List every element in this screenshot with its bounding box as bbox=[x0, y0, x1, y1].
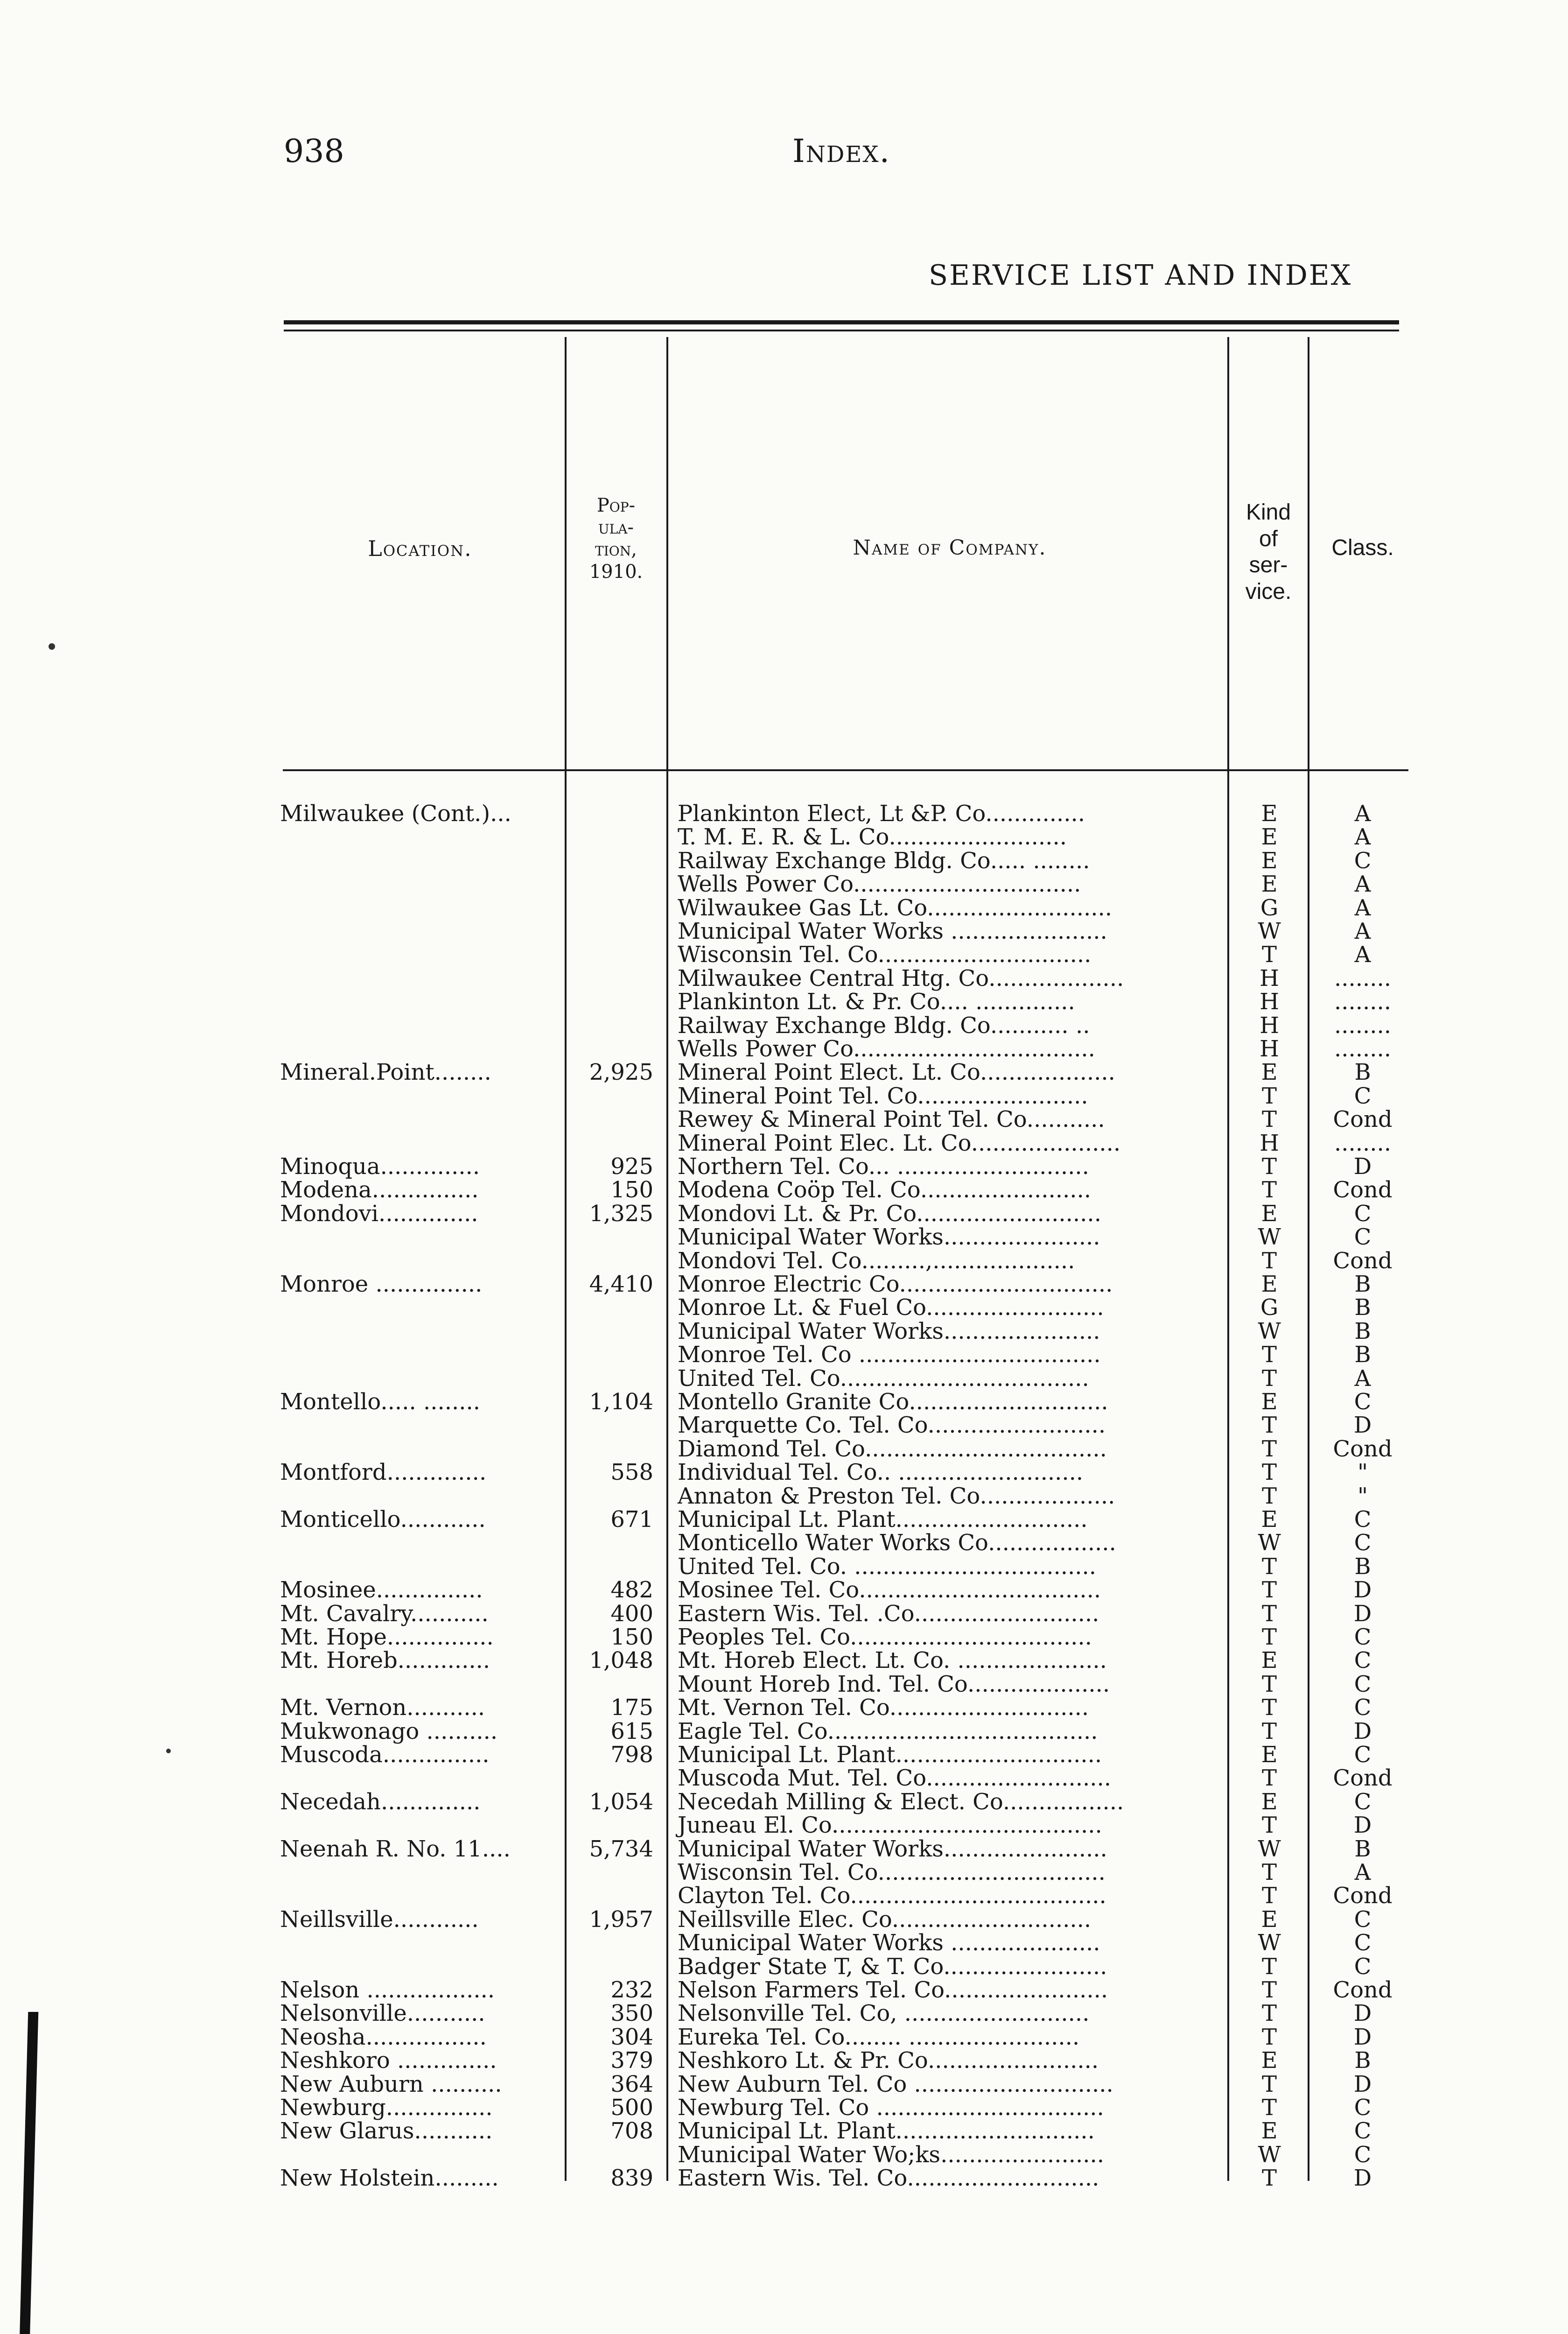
company-cell: Monroe Lt. & Fuel Co......................... bbox=[678, 1294, 1104, 1321]
company-cell: Plankinton Elect, Lt &P. Co.............. bbox=[678, 801, 1085, 827]
class-cell: D bbox=[1353, 2000, 1372, 2026]
class-cell: D bbox=[1353, 2071, 1372, 2097]
kind-cell: E bbox=[1261, 2118, 1278, 2144]
location-cell: Nelson .................. bbox=[280, 1977, 495, 2003]
class-cell: B bbox=[1354, 1059, 1371, 1085]
location-cell: New Auburn .......... bbox=[280, 2071, 502, 2097]
kind-cell: T bbox=[1261, 1483, 1277, 1509]
kind-cell: T bbox=[1261, 1083, 1277, 1109]
company-cell: Neshkoro Lt. & Pr. Co........................ bbox=[678, 2047, 1099, 2074]
population-cell: 925 bbox=[610, 1153, 653, 1180]
class-cell: B bbox=[1354, 1271, 1371, 1297]
company-cell: Annaton & Preston Tel. Co................... bbox=[678, 1483, 1115, 1509]
kind-cell: T bbox=[1261, 1671, 1277, 1697]
class-cell: C bbox=[1354, 1224, 1372, 1250]
location-cell: Newburg............... bbox=[280, 2095, 493, 2121]
company-cell: Eastern Wis. Tel. .Co.......................... bbox=[678, 1601, 1099, 1627]
section-title: SERVICE LIST AND INDEX bbox=[929, 259, 1352, 292]
header-class: Class. bbox=[1331, 535, 1394, 560]
population-cell: 615 bbox=[610, 1718, 653, 1744]
kind-cell: T bbox=[1261, 1883, 1277, 1909]
kind-cell: E bbox=[1261, 1906, 1278, 1933]
population-cell: 150 bbox=[610, 1177, 653, 1203]
company-cell: Mt. Horeb Elect. Lt. Co. ..................... bbox=[678, 1647, 1107, 1673]
kind-cell: G bbox=[1260, 1294, 1279, 1321]
population-cell: 350 bbox=[610, 2000, 653, 2026]
company-cell: Milwaukee Central Htg. Co................... bbox=[678, 965, 1124, 991]
class-cell: D bbox=[1353, 1577, 1372, 1603]
kind-cell: G bbox=[1260, 895, 1279, 921]
class-cell: Cond bbox=[1333, 1248, 1393, 1274]
kind-cell: T bbox=[1261, 1859, 1277, 1885]
kind-cell: T bbox=[1261, 1106, 1277, 1132]
kind-cell: E bbox=[1261, 1271, 1278, 1297]
kind-cell: H bbox=[1260, 1036, 1279, 1062]
class-cell: A bbox=[1354, 942, 1371, 968]
class-cell: C bbox=[1354, 1647, 1372, 1673]
class-cell: D bbox=[1353, 1718, 1372, 1744]
kind-cell: H bbox=[1260, 1130, 1279, 1156]
class-cell: C bbox=[1354, 1742, 1372, 1768]
kind-cell: H bbox=[1260, 989, 1279, 1015]
kind-cell: W bbox=[1258, 1930, 1281, 1956]
location-cell: Mukwonago .......... bbox=[280, 1718, 498, 1744]
class-cell: Cond bbox=[1333, 1765, 1393, 1791]
location-cell: Mt. Cavalry........... bbox=[280, 1601, 489, 1627]
population-cell: 558 bbox=[610, 1459, 653, 1485]
kind-cell: H bbox=[1260, 965, 1279, 991]
company-cell: New Auburn Tel. Co ............................ bbox=[678, 2071, 1113, 2097]
company-cell: Peoples Tel. Co.................................. bbox=[678, 1624, 1092, 1650]
company-cell: Railway Exchange Bldg. Co..... ........ bbox=[678, 848, 1090, 874]
population-cell: 798 bbox=[610, 1742, 653, 1768]
kind-cell: T bbox=[1261, 2024, 1277, 2050]
company-cell: Rewey & Mineral Point Tel. Co........... bbox=[678, 1106, 1105, 1132]
location-cell: New Holstein......... bbox=[280, 2165, 499, 2191]
class-cell: Cond bbox=[1333, 1436, 1393, 1462]
ink-speck bbox=[49, 643, 55, 650]
kind-cell: W bbox=[1258, 918, 1281, 944]
class-cell: B bbox=[1354, 1342, 1371, 1368]
company-cell: Montello Granite Co............................ bbox=[678, 1389, 1108, 1415]
location-cell: Neosha................. bbox=[280, 2024, 487, 2050]
company-cell: Necedah Milling & Elect. Co................. bbox=[678, 1789, 1124, 1815]
location-cell: Neillsville............ bbox=[280, 1906, 479, 1933]
location-cell: Necedah.............. bbox=[280, 1789, 481, 1815]
kind-cell: T bbox=[1261, 1624, 1277, 1650]
class-cell: C bbox=[1354, 1389, 1372, 1415]
population-cell: 232 bbox=[610, 1977, 653, 2003]
location-cell: New Glarus........... bbox=[280, 2118, 493, 2144]
class-cell: ........ bbox=[1334, 1130, 1392, 1156]
class-cell: A bbox=[1354, 895, 1371, 921]
class-cell: C bbox=[1354, 2118, 1372, 2144]
kind-cell: E bbox=[1261, 2047, 1278, 2074]
company-cell: Eagle Tel. Co...................................... bbox=[678, 1718, 1098, 1744]
location-cell: Monroe ............... bbox=[280, 1271, 483, 1297]
company-cell: T. M. E. R. & L. Co......................... bbox=[678, 824, 1067, 850]
column-rule-population bbox=[666, 337, 668, 2181]
class-cell: Cond bbox=[1333, 1977, 1393, 2003]
population-cell: 400 bbox=[610, 1601, 653, 1627]
company-cell: Mondovi Tel. Co.........,.................... bbox=[678, 1248, 1075, 1274]
kind-cell: T bbox=[1261, 1694, 1277, 1721]
population-cell: 175 bbox=[610, 1694, 653, 1721]
class-cell: ........ bbox=[1334, 1012, 1392, 1039]
company-cell: Individual Tel. Co.. .......................... bbox=[678, 1459, 1084, 1485]
class-cell: C bbox=[1354, 1694, 1372, 1721]
company-cell: Municipal Water Works....................... bbox=[678, 1836, 1107, 1862]
class-cell: C bbox=[1354, 1506, 1372, 1533]
scan-edge-mark bbox=[19, 2012, 39, 2334]
location-cell: Neshkoro .............. bbox=[280, 2047, 497, 2074]
kind-cell: E bbox=[1261, 1789, 1278, 1815]
page-number: 938 bbox=[284, 133, 344, 170]
kind-cell: W bbox=[1258, 1318, 1281, 1344]
kind-cell: T bbox=[1261, 942, 1277, 968]
location-cell: Neenah R. No. 11.... bbox=[280, 1836, 511, 1862]
class-cell: C bbox=[1354, 2142, 1372, 2168]
column-rule-kind bbox=[1308, 337, 1309, 2181]
kind-cell: W bbox=[1258, 2142, 1281, 2168]
class-cell: C bbox=[1354, 1954, 1372, 1980]
company-cell: Nelson Farmers Tel. Co....................... bbox=[678, 1977, 1108, 2003]
class-cell: C bbox=[1354, 1624, 1372, 1650]
class-cell: Cond bbox=[1333, 1883, 1393, 1909]
company-cell: Municipal Lt. Plant........................... bbox=[678, 1506, 1088, 1533]
population-cell: 2,925 bbox=[589, 1059, 653, 1085]
company-cell: Mount Horeb Ind. Tel. Co.................... bbox=[678, 1671, 1110, 1697]
kind-cell: E bbox=[1261, 1506, 1278, 1533]
population-cell: 839 bbox=[610, 2165, 653, 2191]
kind-cell: W bbox=[1258, 1530, 1281, 1556]
company-cell: Wisconsin Tel. Co.............................. bbox=[678, 942, 1092, 968]
company-cell: Mosinee Tel. Co.................................. bbox=[678, 1577, 1101, 1603]
class-cell: C bbox=[1354, 1083, 1372, 1109]
class-cell: C bbox=[1354, 1671, 1372, 1697]
company-cell: Diamond Tel. Co.................................. bbox=[678, 1436, 1107, 1462]
company-cell: Mineral Point Elect. Lt. Co................... bbox=[678, 1059, 1115, 1085]
class-cell: A bbox=[1354, 871, 1371, 897]
kind-cell: T bbox=[1261, 1718, 1277, 1744]
location-cell: Minoqua.............. bbox=[280, 1153, 480, 1180]
location-cell: Mt. Horeb............. bbox=[280, 1647, 490, 1673]
kind-cell: T bbox=[1261, 1601, 1277, 1627]
class-cell: ........ bbox=[1334, 989, 1392, 1015]
kind-cell: W bbox=[1258, 1224, 1281, 1250]
class-cell: ........ bbox=[1334, 1036, 1392, 1062]
kind-cell: E bbox=[1261, 1647, 1278, 1673]
kind-cell: W bbox=[1258, 1836, 1281, 1862]
class-cell: A bbox=[1354, 1859, 1371, 1885]
location-cell: Milwaukee (Cont.)... bbox=[280, 801, 511, 827]
location-cell: Monticello............ bbox=[280, 1506, 486, 1533]
location-cell: Montello..... ........ bbox=[280, 1389, 481, 1415]
class-cell: Cond bbox=[1333, 1106, 1393, 1132]
class-cell: D bbox=[1353, 2165, 1372, 2191]
kind-cell: E bbox=[1261, 871, 1278, 897]
kind-cell: T bbox=[1261, 1554, 1277, 1580]
population-cell: 482 bbox=[610, 1577, 653, 1603]
company-cell: Municipal Water Works...................... bbox=[678, 1224, 1100, 1250]
class-cell: A bbox=[1354, 824, 1371, 850]
company-cell: Nelsonville Tel. Co, .......................... bbox=[678, 2000, 1090, 2026]
population-cell: 150 bbox=[610, 1624, 653, 1650]
company-cell: Monroe Electric Co.............................. bbox=[678, 1271, 1113, 1297]
location-cell: Mt. Hope............... bbox=[280, 1624, 494, 1650]
population-cell: 304 bbox=[610, 2024, 653, 2050]
company-cell: Wells Power Co.................................. bbox=[678, 1036, 1095, 1062]
company-cell: Northern Tel. Co... ........................... bbox=[678, 1153, 1089, 1180]
kind-cell: T bbox=[1261, 1436, 1277, 1462]
kind-cell: E bbox=[1261, 848, 1278, 874]
kind-cell: T bbox=[1261, 1459, 1277, 1485]
header-location: Location. bbox=[368, 536, 472, 561]
kind-cell: T bbox=[1261, 2095, 1277, 2121]
class-cell: A bbox=[1354, 1365, 1371, 1392]
header-rule bbox=[283, 769, 1408, 771]
header-population: Pop- ula- tion, 1910. bbox=[589, 495, 643, 583]
class-cell: C bbox=[1354, 2095, 1372, 2121]
company-cell: Mineral Point Elec. Lt. Co..................... bbox=[678, 1130, 1121, 1156]
class-cell: " bbox=[1357, 1483, 1368, 1509]
top-rule-thin bbox=[284, 330, 1399, 331]
kind-cell: T bbox=[1261, 1177, 1277, 1203]
class-cell: " bbox=[1357, 1459, 1368, 1485]
location-cell: Montford.............. bbox=[280, 1459, 487, 1485]
company-cell: Monticello Water Works Co.................. bbox=[678, 1530, 1116, 1556]
company-cell: Marquette Co. Tel. Co......................... bbox=[678, 1412, 1106, 1438]
company-cell: Wilwaukee Gas Lt. Co.......................... bbox=[678, 895, 1112, 921]
kind-cell: T bbox=[1261, 2071, 1277, 2097]
company-cell: Railway Exchange Bldg. Co........... .. bbox=[678, 1012, 1090, 1039]
company-cell: Wisconsin Tel. Co................................ bbox=[678, 1859, 1106, 1885]
location-cell: Mineral.Point........ bbox=[280, 1059, 491, 1085]
location-cell: Nelsonville........... bbox=[280, 2000, 485, 2026]
company-cell: Muscoda Mut. Tel. Co.......................... bbox=[678, 1765, 1111, 1791]
class-cell: B bbox=[1354, 1554, 1371, 1580]
company-cell: Eureka Tel. Co........ ........................ bbox=[678, 2024, 1080, 2050]
company-cell: Monroe Tel. Co .................................. bbox=[678, 1342, 1101, 1368]
kind-cell: E bbox=[1261, 824, 1278, 850]
company-cell: Mondovi Lt. & Pr. Co.......................... bbox=[678, 1201, 1101, 1227]
location-cell: Muscoda............... bbox=[280, 1742, 490, 1768]
company-cell: Municipal Water Wo;ks....................... bbox=[678, 2142, 1104, 2168]
class-cell: B bbox=[1354, 2047, 1371, 2074]
ink-speck bbox=[166, 1749, 171, 1753]
kind-cell: T bbox=[1261, 2000, 1277, 2026]
kind-cell: H bbox=[1260, 1012, 1279, 1039]
kind-cell: T bbox=[1261, 1577, 1277, 1603]
column-rule-location bbox=[565, 337, 567, 2181]
population-cell: 500 bbox=[610, 2095, 653, 2121]
class-cell: B bbox=[1354, 1836, 1371, 1862]
company-cell: Mt. Vernon Tel. Co............................ bbox=[678, 1694, 1089, 1721]
population-cell: 4,410 bbox=[589, 1271, 653, 1297]
kind-cell: E bbox=[1261, 1742, 1278, 1768]
population-cell: 1,104 bbox=[589, 1389, 653, 1415]
population-cell: 1,048 bbox=[589, 1647, 653, 1673]
population-cell: 379 bbox=[610, 2047, 653, 2074]
company-cell: Mineral Point Tel. Co........................ bbox=[678, 1083, 1088, 1109]
kind-cell: E bbox=[1261, 1389, 1278, 1415]
kind-cell: T bbox=[1261, 1765, 1277, 1791]
class-cell: A bbox=[1354, 918, 1371, 944]
class-cell: A bbox=[1354, 801, 1371, 827]
company-cell: United Tel. Co. .................................. bbox=[678, 1554, 1097, 1580]
class-cell: D bbox=[1353, 1412, 1372, 1438]
kind-cell: T bbox=[1261, 1954, 1277, 1980]
kind-cell: T bbox=[1261, 1977, 1277, 2003]
class-cell: Cond bbox=[1333, 1177, 1393, 1203]
company-cell: Badger State T, & T. Co....................... bbox=[678, 1954, 1107, 1980]
location-cell: Mt. Vernon........... bbox=[280, 1694, 485, 1721]
class-cell: C bbox=[1354, 1201, 1372, 1227]
population-cell: 708 bbox=[610, 2118, 653, 2144]
class-cell: ........ bbox=[1334, 965, 1392, 991]
location-cell: Modena............... bbox=[280, 1177, 479, 1203]
company-cell: Plankinton Lt. & Pr. Co.... .............. bbox=[678, 989, 1075, 1015]
class-cell: C bbox=[1354, 1930, 1372, 1956]
class-cell: C bbox=[1354, 1789, 1372, 1815]
class-cell: D bbox=[1353, 2024, 1372, 2050]
kind-cell: E bbox=[1261, 1059, 1278, 1085]
class-cell: D bbox=[1353, 1812, 1372, 1838]
kind-cell: T bbox=[1261, 1812, 1277, 1838]
top-rule-thick bbox=[284, 320, 1399, 324]
location-cell: Mosinee............... bbox=[280, 1577, 483, 1603]
company-cell: Municipal Lt. Plant............................. bbox=[678, 1742, 1102, 1768]
location-cell: Mondovi.............. bbox=[280, 1201, 478, 1227]
company-cell: Juneau El. Co...................................... bbox=[678, 1812, 1102, 1838]
column-rule-company bbox=[1227, 337, 1229, 2181]
company-cell: Eastern Wis. Tel. Co........................... bbox=[678, 2165, 1099, 2191]
kind-cell: T bbox=[1261, 1153, 1277, 1180]
kind-cell: E bbox=[1261, 801, 1278, 827]
kind-cell: T bbox=[1261, 1412, 1277, 1438]
page-title: Index. bbox=[792, 133, 891, 170]
class-cell: B bbox=[1354, 1318, 1371, 1344]
class-cell: C bbox=[1354, 1530, 1372, 1556]
company-cell: Newburg Tel. Co ................................ bbox=[678, 2095, 1104, 2121]
kind-cell: T bbox=[1261, 2165, 1277, 2191]
company-cell: Neillsville Elec. Co............................ bbox=[678, 1906, 1092, 1933]
class-cell: D bbox=[1353, 1601, 1372, 1627]
population-cell: 5,734 bbox=[589, 1836, 653, 1862]
company-cell: United Tel. Co................................... bbox=[678, 1365, 1089, 1392]
class-cell: B bbox=[1354, 1294, 1371, 1321]
class-cell: C bbox=[1354, 1906, 1372, 1933]
company-cell: Municipal Water Works ..................... bbox=[678, 1930, 1100, 1956]
company-cell: Municipal Water Works...................... bbox=[678, 1318, 1100, 1344]
kind-cell: E bbox=[1261, 1201, 1278, 1227]
company-cell: Municipal Lt. Plant............................ bbox=[678, 2118, 1095, 2144]
header-company: Name of Company. bbox=[853, 536, 1047, 560]
class-cell: D bbox=[1353, 1153, 1372, 1180]
company-cell: Wells Power Co................................ bbox=[678, 871, 1081, 897]
header-kind-of-service: Kind of ser- vice. bbox=[1245, 500, 1292, 604]
population-cell: 1,054 bbox=[589, 1789, 653, 1815]
population-cell: 364 bbox=[610, 2071, 653, 2097]
company-cell: Municipal Water Works ...................... bbox=[678, 918, 1107, 944]
population-cell: 671 bbox=[610, 1506, 653, 1533]
company-cell: Modena Coöp Tel. Co........................ bbox=[678, 1177, 1092, 1203]
kind-cell: T bbox=[1261, 1342, 1277, 1368]
kind-cell: T bbox=[1261, 1365, 1277, 1392]
population-cell: 1,325 bbox=[589, 1201, 653, 1227]
kind-cell: T bbox=[1261, 1248, 1277, 1274]
company-cell: Clayton Tel. Co.................................... bbox=[678, 1883, 1106, 1909]
class-cell: C bbox=[1354, 848, 1372, 874]
population-cell: 1,957 bbox=[589, 1906, 653, 1933]
